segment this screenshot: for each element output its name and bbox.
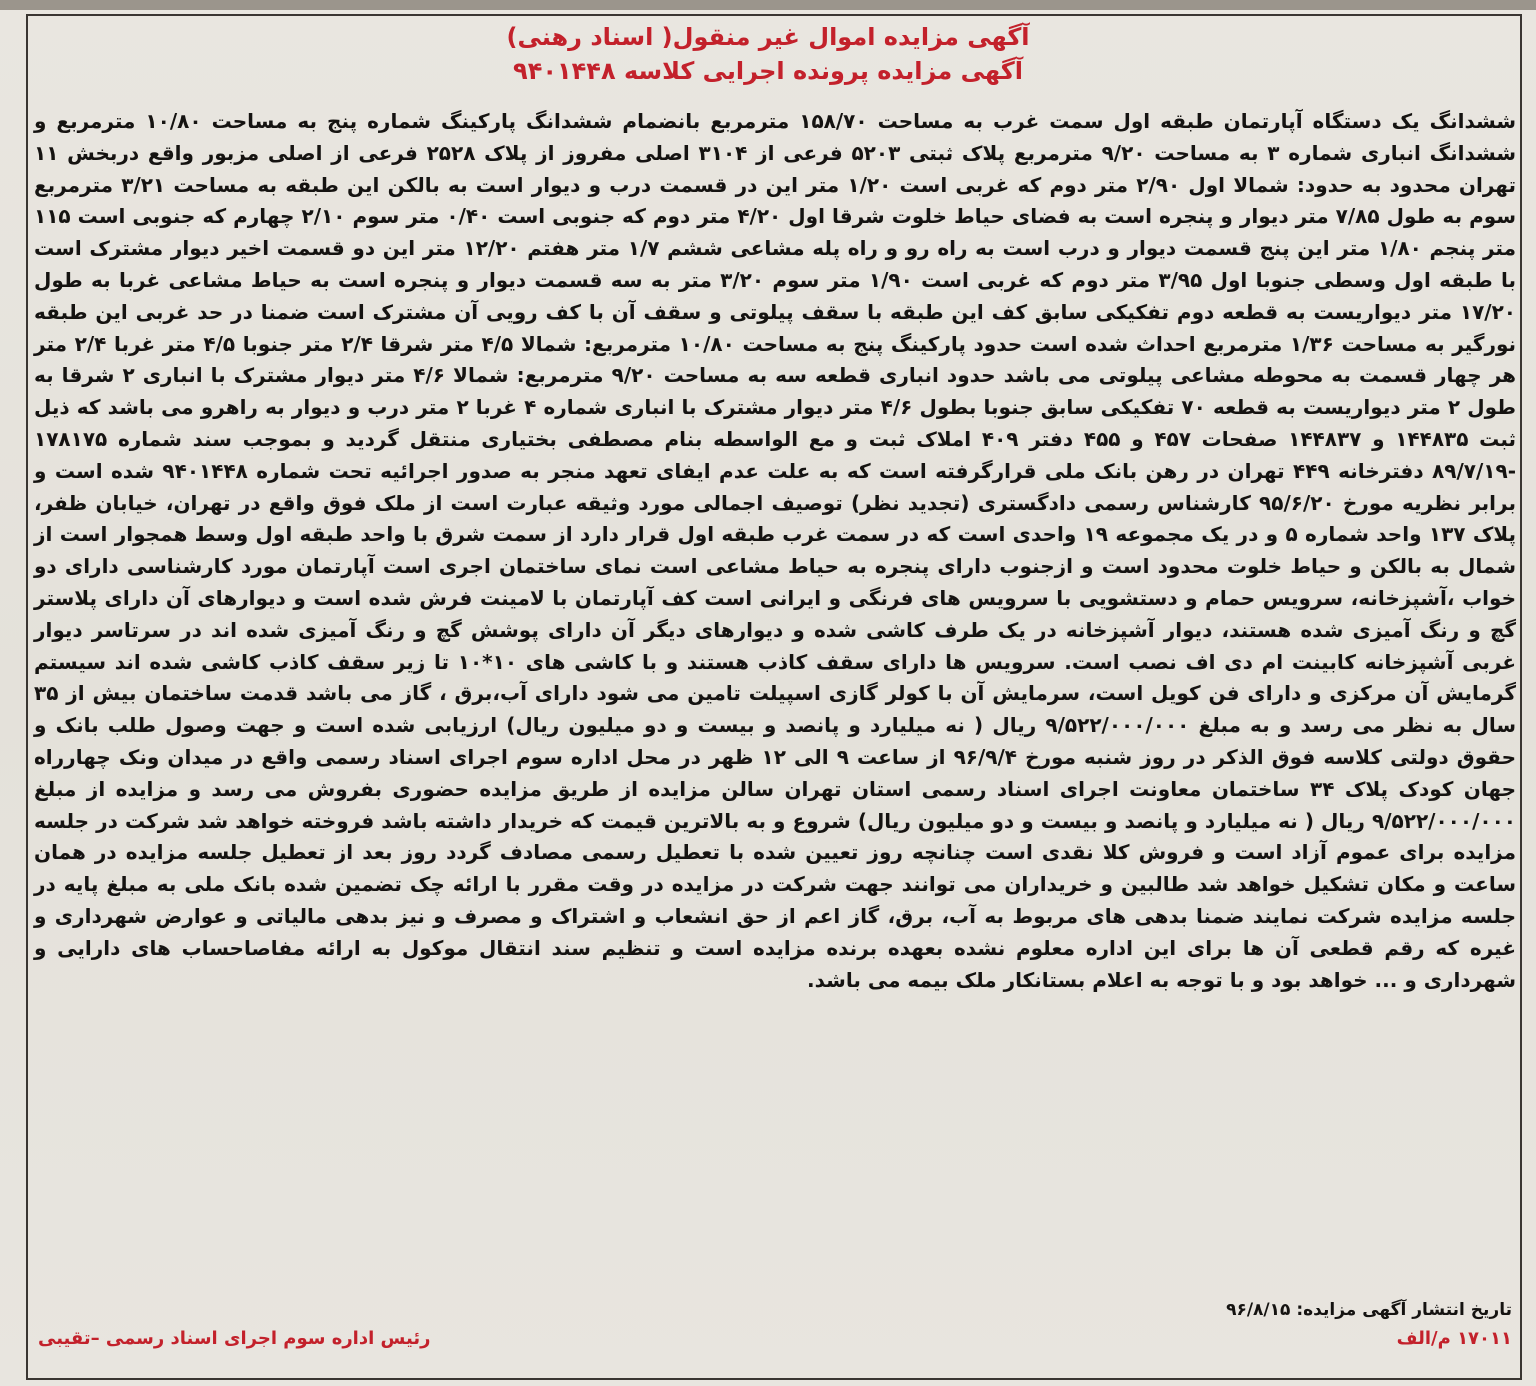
notice-title: آگهی مزایده اموال غیر منقول( اسناد رهنی) <box>506 23 1030 51</box>
reference-code: ۱۷۰۱۱ م/الف <box>1396 1328 1512 1349</box>
signature-line: رئیس اداره سوم اجرای اسناد رسمی –تقیبی <box>38 1328 431 1349</box>
notice-body: ششدانگ یک دستگاه آپارتمان طبقه اول سمت غرب به مساحت ۱۵۸/۷۰ مترمربع بانضمام ششدانگ پارکینگ شماره پنج به مساحت ۱۰/۸۰ مترمربع و ششدانگ انباری شماره ۳ به مساحت ۹/۲۰ مترمربع پلاک ثبتی ۵۲۰۳ فرعی از ۳۱۰۴ اصلی مفروز از پلاک ۲۵۲۸ فرعی از اصلی مزبور واقع دربخش ۱۱ تهران محدود به حدود: شمالا اول ۲/۹۰ متر دوم که غربی است ۱/۲۰ متر این در قسمت درب و دیوار است به بالکن این طبقه به مساحت ۳/۲۱ مترمربع سوم به طول ۷/۸۵ متر دیوار و پنجره است به فضای حیاط خلوت شرقا اول ۴/۲۰ متر دوم که جنوبی است ۰/۴۰ متر سوم ۲/۱۰ چهارم که جنوبی است ۱۱۵ متر پنجم ۱/۸۰ متر این پنج قسمت دیوار و درب است به راه رو و راه پله مشاعی ششم ۱/۷ متر هفتم ۱۲/۲۰ متر این دو قسمت اخیر دیوار مشترک است با طبقه اول وسطی جنوبا اول ۳/۹۵ متر دوم که غربی است ۱/۹۰ متر سوم ۳/۲۰ متر به سه قسمت دیوار و پنجره است به حیاط مشاعی غربا به طول ۱۷/۲۰ متر دیواریست به قطعه دوم تفکیکی سابق کف این طبقه با سقف پیلوتی و سقف آن با کف رویی آن مشترک است ضمنا در حد غربی این طبقه نورگیر به مساحت ۱/۳۶ مترمربع احداث شده است حدود پارکینگ پنج به مساحت ۱۰/۸۰ مترمربع: شمالا ۴/۵ متر شرقا ۲/۴ متر جنوبا ۴/۵ متر غربا ۲/۴ متر هر چهار قسمت به محوطه مشاعی پیلوتی می باشد حدود انباری قطعه سه به مساحت ۹/۲۰ مترمربع: شمالا ۴/۶ متر دیوار مشترک با انباری ۲ شرقا به طول ۲ متر دیواریست به قطعه ۷۰ تفکیکی سابق جنوبا بطول ۴/۶ متر دیوار مشترک با انباری شماره ۴ غربا ۲ متر درب و دیوار به راهرو می باشد که ذیل ثبت ۱۴۴۸۳۵ و ۱۴۴۸۳۷ صفحات ۴۵۷ و ۴۵۵ دفتر ۴۰۹ املاک ثبت و مع الواسطه بنام مصطفی بختیاری منتقل گردید و بموجب سند شماره ۱۷۸۱۷۵ -۸۹/۷/۱۹ دفترخانه ۴۴۹ تهران در رهن بانک ملی قرارگرفته است که به علت عدم ایفای تعهد منجر به صدور اجرائیه تحت شماره ۹۴۰۱۴۴۸ شده است و برابر نظریه مورخ ۹۵/۶/۲۰ کارشناس رسمی دادگستری (تجدید نظر) توصیف اجمالی مورد وثیقه عبارت است از ملک فوق واقع در تهران، خیابان ظفر، پلاک ۱۳۷ واحد شماره ۵ و در یک مجموعه ۱۹ واحدی است که در سمت غرب طبقه اول قرار دارد از سمت شرق با واحد طبقه اول وسط همجوار است از شمال به بالکن و حیاط خلوت محدود است و ازجنوب دارای پنجره به حیاط مشاعی است نمای ساختمان اجری است آپارتمان مورد کارشناسی دارای دو خواب ،آشپزخانه، سرویس حمام و دستشویی با سرویس های فرنگی و ایرانی است کف آپارتمان با لامینت فرش شده است و دیوارهای آن دارای پلاستر گچ و رنگ آمیزی شده هستند، دیوار آشپزخانه در یک طرف کاشی شده و دیوارهای دیگر آن دارای پوشش گچ و رنگ آمیزی شده اند در سرتاسر دیوار غربی آشپزخانه کابینت ام دی اف نصب است. سرویس ها دارای سقف کاذب هستند و با کاشی های ۱۰*۱۰ تا زیر سقف کاذب کاشی شده اند سیستم گرمایش آن مرکزی و دارای فن کویل است، سرمایش آن با کولر گازی اسپیلت تامین می شود دارای آب،برق ، گاز می باشد قدمت ساختمان بیش از ۳۵ سال به نظر می رسد و به مبلغ ۹/۵۲۲/۰۰۰/۰۰۰ ریال ( نه میلیارد و پانصد و بیست و دو میلیون ریال) ارزیابی شده است و جهت وصول طلب بانک و حقوق دولتی کلاسه فوق الذکر در روز شنبه مورخ ۹۶/۹/۴ از ساعت ۹ الی ۱۲ ظهر در محل اداره سوم اجرای اسناد رسمی واقع در میدان ونک چهارراه جهان کودک پلاک ۳۴ ساختمان معاونت اجرای اسناد رسمی استان تهران سالن مزایده از طریق مزایده حضوری بفروش می رسد و مزایده از مبلغ ۹/۵۲۲/۰۰۰/۰۰۰ ریال ( نه میلیارد و پانصد و بیست و دو میلیون ریال) شروع و به بالاترین قیمت که خریدار داشته باشد فروخته خواهد شد شرکت در جلسه مزایده برای عموم آزاد است و فروش کلا نقدی است چنانچه روز تعیین شده با تعطیل رسمی مصادف گردد روز بعد از تعطیل جلسه مزایده در همان ساعت و مکان تشکیل خواهد شد طالبین و خریداران می توانند جهت شرکت در مزایده در وقت مقرر با ارائه چک تضمین شده بانک ملی به مبلغ پایه در جلسه مزایده شرکت نمایند ضمنا بدهی های مربوط به آب، برق، گاز اعم از حق انشعاب و اشتراک و مصرف و نیز بدهی مالیاتی و عوارض شهرداری و غیره که رقم قطعی آن ها برای این اداره معلوم نشده بعهده برنده مزایده است و تنظیم سند انتقال موکول به ارائه مفاصاحساب های دارایی و شهرداری و ... خواهد بود و با توجه به اعلام بستانکار ملک بیمه می باشد. <box>34 109 1517 992</box>
publication-date: تاریخ انتشار آگهی مزایده: ۹۶/۸/۱۵ <box>1226 1300 1512 1320</box>
top-torn-strip <box>0 0 1536 10</box>
notice-subtitle: آگهی مزایده پرونده اجرایی کلاسه ۹۴۰۱۴۴۸ <box>513 57 1023 85</box>
notice-header <box>40 20 1496 88</box>
